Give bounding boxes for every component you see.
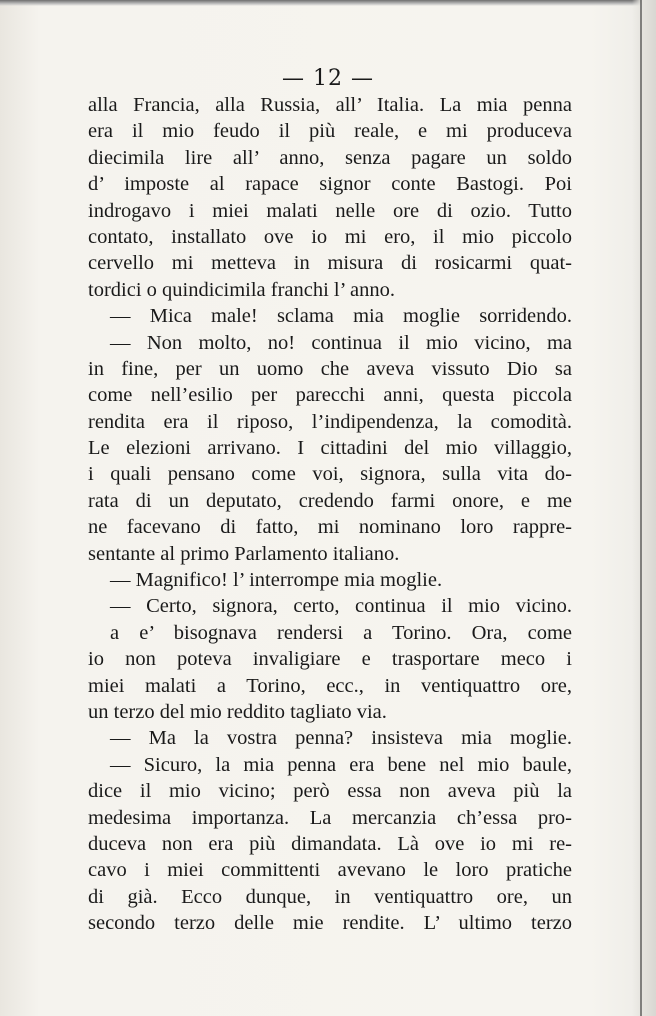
body-text	[88, 92, 572, 937]
text-line: — Sicuro, la mia penna era bene nel mio baule,	[110, 753, 572, 776]
text-line: — Magnifico! l’ interrompe mia moglie.	[110, 569, 443, 592]
text-line: miei malati a Torino, ecc., in ventiquattro ore,	[88, 674, 572, 697]
text-line: sentante al primo Parlamento italiano.	[88, 542, 400, 565]
text-line: — Mica male! sclama mia moglie sorridendo.	[110, 305, 572, 328]
page-top-edge	[0, 0, 656, 6]
text-line: di già. Ecco dunque, in ventiquattro ore, un	[88, 885, 572, 908]
text-line: cervello mi metteva in misura di rosicarmi quat-	[88, 252, 572, 275]
text-line: cavo i miei committenti avevano le loro pratiche	[88, 859, 572, 882]
text-line: contato, installato ove io mi ero, il mio piccolo	[88, 225, 572, 248]
text-line: a e’ bisognava rendersi a Torino. Ora, come	[110, 621, 572, 644]
text-line: come nell’esilio per parecchi anni, questa piccola	[88, 384, 572, 407]
page-right-edge	[632, 0, 656, 1016]
text-line: diecimila lire all’ anno, senza pagare un soldo	[88, 146, 572, 169]
text-line: — Non molto, no! continua il mio vicino, ma	[110, 331, 572, 354]
text-line: tordici o quindicimila franchi l’ anno.	[88, 278, 396, 301]
text-line: io non poteva invaligiare e trasportare meco i	[88, 648, 572, 671]
text-line: rata di un deputato, credendo farmi onore, e me	[88, 489, 572, 512]
text-line: duceva non era più dimandata. Là ove io mi re-	[88, 832, 572, 855]
text-line: medesima importanza. La mercanzia ch’essa pro-	[88, 806, 572, 829]
text-line: era il mio feudo il più reale, e mi produceva	[88, 120, 572, 143]
page-number: — 12 —	[282, 66, 374, 91]
text-line: d’ imposte al rapace signor conte Bastogi. Poi	[88, 173, 572, 196]
text-line: — Ma la vostra penna? insisteva mia moglie.	[110, 727, 572, 750]
text-line: dice il mio vicino; però essa non aveva più la	[88, 780, 572, 803]
text-line: in fine, per un uomo che aveva vissuto Dio sa	[88, 357, 572, 380]
text-line: secondo terzo delle mie rendite. L’ ultimo terzo	[88, 912, 572, 935]
text-line: rendita era il riposo, l’indipendenza, la comodità.	[88, 410, 572, 433]
text-line: alla Francia, alla Russia, all’ Italia. La mia penna	[88, 94, 572, 116]
text-line: i quali pensano come voi, signora, sulla vita do-	[88, 463, 572, 486]
text-line: un terzo del mio reddito tagliato via.	[88, 700, 387, 723]
text-line: — Certo, signora, certo, continua il mio vicino.	[110, 595, 572, 618]
text-line: Le elezioni arrivano. I cittadini del mio villaggio,	[88, 437, 572, 460]
text-line: indrogavo i miei malati nelle ore di ozio. Tutto	[88, 199, 572, 222]
text-line: ne facevano di fatto, mi nominano loro rappre-	[88, 516, 572, 539]
binding-line	[640, 0, 642, 1016]
